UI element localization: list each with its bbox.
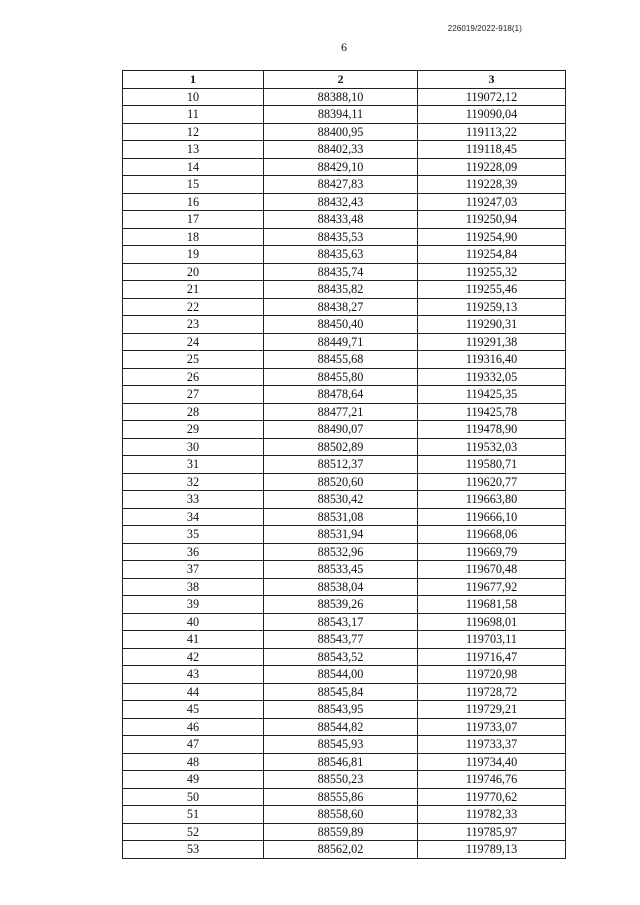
table-row xyxy=(123,333,566,351)
x-coordinate-cell: 88550,23 xyxy=(264,771,418,789)
point-number-cell: 15 xyxy=(123,176,264,194)
x-coordinate-cell: 88438,27 xyxy=(264,298,418,316)
table-row xyxy=(123,368,566,386)
x-coordinate-cell: 88559,89 xyxy=(264,823,418,841)
table-row xyxy=(123,596,566,614)
point-number-cell: 51 xyxy=(123,806,264,824)
x-coordinate-cell: 88402,33 xyxy=(264,141,418,159)
y-coordinate-cell: 119290,31 xyxy=(418,316,566,334)
y-coordinate-cell: 119228,39 xyxy=(418,176,566,194)
y-coordinate-cell: 119255,46 xyxy=(418,281,566,299)
table-row xyxy=(123,158,566,176)
point-number-cell: 24 xyxy=(123,333,264,351)
y-coordinate-cell: 119681,58 xyxy=(418,596,566,614)
y-coordinate-cell: 119254,90 xyxy=(418,228,566,246)
y-coordinate-cell: 119789,13 xyxy=(418,841,566,859)
point-number-cell: 20 xyxy=(123,263,264,281)
point-number-cell: 42 xyxy=(123,648,264,666)
table-row xyxy=(123,771,566,789)
table-row xyxy=(123,351,566,369)
page-number-text: 6 xyxy=(341,40,347,54)
x-coordinate-cell: 88543,77 xyxy=(264,631,418,649)
point-number-cell: 52 xyxy=(123,823,264,841)
point-number-cell: 33 xyxy=(123,491,264,509)
x-coordinate-cell: 88502,89 xyxy=(264,438,418,456)
table-row xyxy=(123,456,566,474)
table-row xyxy=(123,788,566,806)
table-row xyxy=(123,648,566,666)
point-number-cell: 16 xyxy=(123,193,264,211)
column-header-3: 3 xyxy=(418,71,566,89)
table-header xyxy=(123,71,566,89)
table-row xyxy=(123,666,566,684)
x-coordinate-cell: 88545,93 xyxy=(264,736,418,754)
y-coordinate-cell: 119090,04 xyxy=(418,106,566,124)
point-number-cell: 31 xyxy=(123,456,264,474)
y-coordinate-cell: 119425,78 xyxy=(418,403,566,421)
x-coordinate-cell: 88478,64 xyxy=(264,386,418,404)
table-row xyxy=(123,228,566,246)
table-row xyxy=(123,298,566,316)
point-number-cell: 38 xyxy=(123,578,264,596)
x-coordinate-cell: 88449,71 xyxy=(264,333,418,351)
point-number-cell: 11 xyxy=(123,106,264,124)
y-coordinate-cell: 119228,09 xyxy=(418,158,566,176)
y-coordinate-cell: 119733,37 xyxy=(418,736,566,754)
y-coordinate-cell: 119698,01 xyxy=(418,613,566,631)
point-number-cell: 50 xyxy=(123,788,264,806)
x-coordinate-cell: 88435,63 xyxy=(264,246,418,264)
y-coordinate-cell: 119580,71 xyxy=(418,456,566,474)
point-number-cell: 34 xyxy=(123,508,264,526)
point-number-cell: 18 xyxy=(123,228,264,246)
x-coordinate-cell: 88544,00 xyxy=(264,666,418,684)
point-number-cell: 39 xyxy=(123,596,264,614)
document-id: 226019/2022-918(1) xyxy=(447,24,522,33)
y-coordinate-cell: 119255,32 xyxy=(418,263,566,281)
y-coordinate-cell: 119734,40 xyxy=(418,753,566,771)
point-number-cell: 32 xyxy=(123,473,264,491)
x-coordinate-cell: 88512,37 xyxy=(264,456,418,474)
x-coordinate-cell: 88546,81 xyxy=(264,753,418,771)
point-number-cell: 17 xyxy=(123,211,264,229)
table-header-row xyxy=(123,71,566,89)
table-row xyxy=(123,211,566,229)
table-row xyxy=(123,473,566,491)
y-coordinate-cell: 119666,10 xyxy=(418,508,566,526)
table-row xyxy=(123,753,566,771)
y-coordinate-cell: 119716,47 xyxy=(418,648,566,666)
table-row xyxy=(123,403,566,421)
x-coordinate-cell: 88544,82 xyxy=(264,718,418,736)
x-coordinate-cell: 88558,60 xyxy=(264,806,418,824)
table-row xyxy=(123,736,566,754)
table-row xyxy=(123,718,566,736)
y-coordinate-cell: 119728,72 xyxy=(418,683,566,701)
y-coordinate-cell: 119259,13 xyxy=(418,298,566,316)
y-coordinate-cell: 119478,90 xyxy=(418,421,566,439)
y-coordinate-cell: 119118,45 xyxy=(418,141,566,159)
y-coordinate-cell: 119668,06 xyxy=(418,526,566,544)
table-row xyxy=(123,543,566,561)
point-number-cell: 27 xyxy=(123,386,264,404)
y-coordinate-cell: 119670,48 xyxy=(418,561,566,579)
table-row xyxy=(123,88,566,106)
point-number-cell: 44 xyxy=(123,683,264,701)
x-coordinate-cell: 88432,43 xyxy=(264,193,418,211)
x-coordinate-cell: 88427,83 xyxy=(264,176,418,194)
point-number-cell: 13 xyxy=(123,141,264,159)
y-coordinate-cell: 119785,97 xyxy=(418,823,566,841)
table-row xyxy=(123,386,566,404)
y-coordinate-cell: 119746,76 xyxy=(418,771,566,789)
point-number-cell: 53 xyxy=(123,841,264,859)
y-coordinate-cell: 119532,03 xyxy=(418,438,566,456)
x-coordinate-cell: 88543,95 xyxy=(264,701,418,719)
x-coordinate-cell: 88388,10 xyxy=(264,88,418,106)
table-row xyxy=(123,701,566,719)
x-coordinate-cell: 88394,11 xyxy=(264,106,418,124)
point-number-cell: 41 xyxy=(123,631,264,649)
table-row xyxy=(123,491,566,509)
table-row xyxy=(123,281,566,299)
table-row xyxy=(123,193,566,211)
y-coordinate-cell: 119072,12 xyxy=(418,88,566,106)
y-coordinate-cell: 119254,84 xyxy=(418,246,566,264)
point-number-cell: 37 xyxy=(123,561,264,579)
y-coordinate-cell: 119770,62 xyxy=(418,788,566,806)
x-coordinate-cell: 88531,08 xyxy=(264,508,418,526)
x-coordinate-cell: 88400,95 xyxy=(264,123,418,141)
x-coordinate-cell: 88455,80 xyxy=(264,368,418,386)
x-coordinate-cell: 88477,21 xyxy=(264,403,418,421)
table-row xyxy=(123,106,566,124)
point-number-cell: 21 xyxy=(123,281,264,299)
point-number-cell: 14 xyxy=(123,158,264,176)
y-coordinate-cell: 119663,80 xyxy=(418,491,566,509)
table-row xyxy=(123,526,566,544)
point-number-cell: 12 xyxy=(123,123,264,141)
x-coordinate-cell: 88435,53 xyxy=(264,228,418,246)
point-number-cell: 35 xyxy=(123,526,264,544)
table-row xyxy=(123,421,566,439)
x-coordinate-cell: 88538,04 xyxy=(264,578,418,596)
x-coordinate-cell: 88562,02 xyxy=(264,841,418,859)
point-number-cell: 19 xyxy=(123,246,264,264)
table-body xyxy=(123,88,566,858)
x-coordinate-cell: 88490,07 xyxy=(264,421,418,439)
table-row xyxy=(123,263,566,281)
x-coordinate-cell: 88530,42 xyxy=(264,491,418,509)
x-coordinate-cell: 88543,52 xyxy=(264,648,418,666)
x-coordinate-cell: 88455,68 xyxy=(264,351,418,369)
x-coordinate-cell: 88429,10 xyxy=(264,158,418,176)
y-coordinate-cell: 119729,21 xyxy=(418,701,566,719)
point-number-cell: 23 xyxy=(123,316,264,334)
point-number-cell: 49 xyxy=(123,771,264,789)
table-row xyxy=(123,438,566,456)
x-coordinate-cell: 88435,74 xyxy=(264,263,418,281)
column-header-1: 1 xyxy=(123,71,264,89)
point-number-cell: 29 xyxy=(123,421,264,439)
x-coordinate-cell: 88433,48 xyxy=(264,211,418,229)
y-coordinate-cell: 119733,07 xyxy=(418,718,566,736)
table-row xyxy=(123,246,566,264)
y-coordinate-cell: 119113,22 xyxy=(418,123,566,141)
point-number-cell: 28 xyxy=(123,403,264,421)
column-header-2: 2 xyxy=(264,71,418,89)
x-coordinate-cell: 88450,40 xyxy=(264,316,418,334)
x-coordinate-cell: 88543,17 xyxy=(264,613,418,631)
point-number-cell: 36 xyxy=(123,543,264,561)
point-number-cell: 40 xyxy=(123,613,264,631)
y-coordinate-cell: 119669,79 xyxy=(418,543,566,561)
x-coordinate-cell: 88539,26 xyxy=(264,596,418,614)
x-coordinate-cell: 88555,86 xyxy=(264,788,418,806)
table-row xyxy=(123,631,566,649)
point-number-cell: 43 xyxy=(123,666,264,684)
table-row xyxy=(123,123,566,141)
y-coordinate-cell: 119250,94 xyxy=(418,211,566,229)
x-coordinate-cell: 88435,82 xyxy=(264,281,418,299)
table-row xyxy=(123,578,566,596)
y-coordinate-cell: 119782,33 xyxy=(418,806,566,824)
point-number-cell: 47 xyxy=(123,736,264,754)
table-row xyxy=(123,823,566,841)
table-row xyxy=(123,141,566,159)
x-coordinate-cell: 88533,45 xyxy=(264,561,418,579)
point-number-cell: 30 xyxy=(123,438,264,456)
x-coordinate-cell: 88520,60 xyxy=(264,473,418,491)
table-row xyxy=(123,683,566,701)
point-number-cell: 22 xyxy=(123,298,264,316)
table-row xyxy=(123,176,566,194)
y-coordinate-cell: 119720,98 xyxy=(418,666,566,684)
y-coordinate-cell: 119291,38 xyxy=(418,333,566,351)
y-coordinate-cell: 119620,77 xyxy=(418,473,566,491)
table-row xyxy=(123,841,566,859)
table-row xyxy=(123,316,566,334)
point-number-cell: 25 xyxy=(123,351,264,369)
y-coordinate-cell: 119247,03 xyxy=(418,193,566,211)
y-coordinate-cell: 119316,40 xyxy=(418,351,566,369)
x-coordinate-cell: 88532,96 xyxy=(264,543,418,561)
coordinates-table xyxy=(122,70,566,859)
x-coordinate-cell: 88545,84 xyxy=(264,683,418,701)
y-coordinate-cell: 119425,35 xyxy=(418,386,566,404)
table-row xyxy=(123,561,566,579)
table-row xyxy=(123,806,566,824)
x-coordinate-cell: 88531,94 xyxy=(264,526,418,544)
point-number-cell: 26 xyxy=(123,368,264,386)
point-number-cell: 46 xyxy=(123,718,264,736)
point-number-cell: 45 xyxy=(123,701,264,719)
y-coordinate-cell: 119332,05 xyxy=(418,368,566,386)
y-coordinate-cell: 119677,92 xyxy=(418,578,566,596)
table-row xyxy=(123,508,566,526)
point-number-cell: 48 xyxy=(123,753,264,771)
point-number-cell: 10 xyxy=(123,88,264,106)
table-row xyxy=(123,613,566,631)
y-coordinate-cell: 119703,11 xyxy=(418,631,566,649)
